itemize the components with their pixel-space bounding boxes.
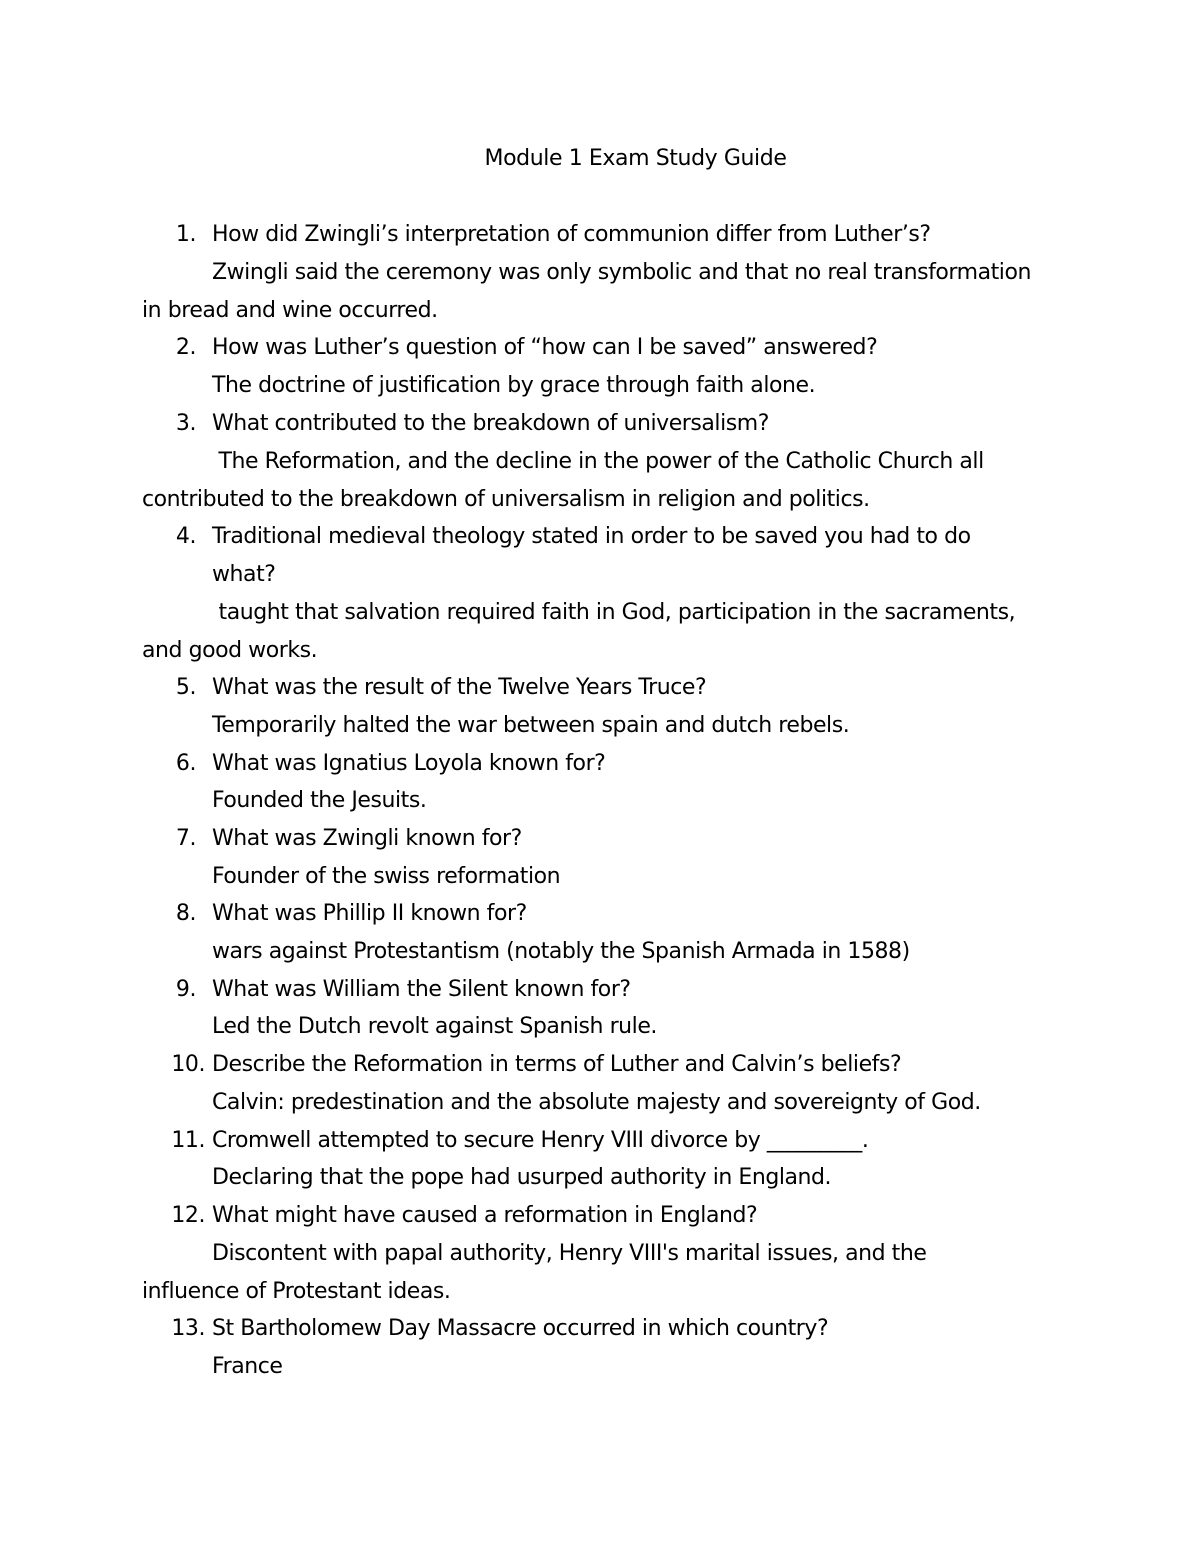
item-13-question: St Bartholomew Day Massacre occurred in which country? xyxy=(212,1316,829,1341)
item-5-number: 5. xyxy=(175,675,196,700)
item-3-answer-line-2: contributed to the breakdown of universalism in religion and politics. xyxy=(142,487,870,512)
item-3-number: 3. xyxy=(175,411,196,436)
item-7-number: 7. xyxy=(175,826,196,851)
item-4-answer-line-1: taught that salvation required faith in God, participation in the sacraments, xyxy=(212,600,1016,625)
item-3-question: What contributed to the breakdown of universalism? xyxy=(212,411,769,436)
item-11-question: Cromwell attempted to secure Henry VIII divorce by _________. xyxy=(212,1128,869,1153)
item-4-question-line-1: Traditional medieval theology stated in order to be saved you had to do xyxy=(212,524,971,549)
item-12-question: What might have caused a reformation in England? xyxy=(212,1203,758,1228)
item-5-question: What was the result of the Twelve Years Truce? xyxy=(212,675,707,700)
item-12-answer-line-1: Discontent with papal authority, Henry VIII's marital issues, and the xyxy=(212,1241,927,1266)
item-6-answer-line-1: Founded the Jesuits. xyxy=(212,788,427,813)
item-13-number: 13. xyxy=(171,1316,205,1341)
item-4-answer-line-2: and good works. xyxy=(142,638,318,663)
item-1-question: How did Zwingli’s interpretation of communion differ from Luther’s? xyxy=(212,222,931,247)
item-9-question: What was William the Silent known for? xyxy=(212,977,631,1002)
item-2-number: 2. xyxy=(175,335,196,360)
page-title: Module 1 Exam Study Guide xyxy=(484,146,787,171)
item-10-question: Describe the Reformation in terms of Luther and Calvin’s beliefs? xyxy=(212,1052,902,1077)
item-4-question-line-2: what? xyxy=(212,562,276,587)
item-1-answer-line-2: in bread and wine occurred. xyxy=(142,298,438,323)
item-7-answer-line-1: Founder of the swiss reformation xyxy=(212,864,561,889)
item-13-answer-line-1: France xyxy=(212,1354,283,1379)
item-8-answer-line-1: wars against Protestantism (notably the Spanish Armada in 1588) xyxy=(212,939,910,964)
item-1-answer-line-1: Zwingli said the ceremony was only symbolic and that no real transformation xyxy=(212,260,1031,285)
item-12-answer-line-2: influence of Protestant ideas. xyxy=(142,1279,451,1304)
item-9-number: 9. xyxy=(175,977,196,1002)
item-3-answer-line-1: The Reformation, and the decline in the power of the Catholic Church all xyxy=(212,449,984,474)
item-2-answer-line-1: The doctrine of justification by grace through faith alone. xyxy=(212,373,816,398)
item-7-question: What was Zwingli known for? xyxy=(212,826,522,851)
item-11-answer-line-1: Declaring that the pope had usurped authority in England. xyxy=(212,1165,832,1190)
item-10-number: 10. xyxy=(171,1052,205,1077)
item-8-number: 8. xyxy=(175,901,196,926)
item-9-answer-line-1: Led the Dutch revolt against Spanish rule. xyxy=(212,1014,657,1039)
item-4-number: 4. xyxy=(175,524,196,549)
item-11-number: 11. xyxy=(171,1128,205,1153)
item-5-answer-line-1: Temporarily halted the war between spain and dutch rebels. xyxy=(212,713,850,738)
item-6-question: What was Ignatius Loyola known for? xyxy=(212,751,606,776)
item-1-number: 1. xyxy=(175,222,196,247)
item-2-question: How was Luther’s question of “how can I be saved” answered? xyxy=(212,335,878,360)
item-12-number: 12. xyxy=(171,1203,205,1228)
item-6-number: 6. xyxy=(175,751,196,776)
item-8-question: What was Phillip II known for? xyxy=(212,901,527,926)
item-10-answer-line-1: Calvin: predestination and the absolute majesty and sovereignty of God. xyxy=(212,1090,981,1115)
